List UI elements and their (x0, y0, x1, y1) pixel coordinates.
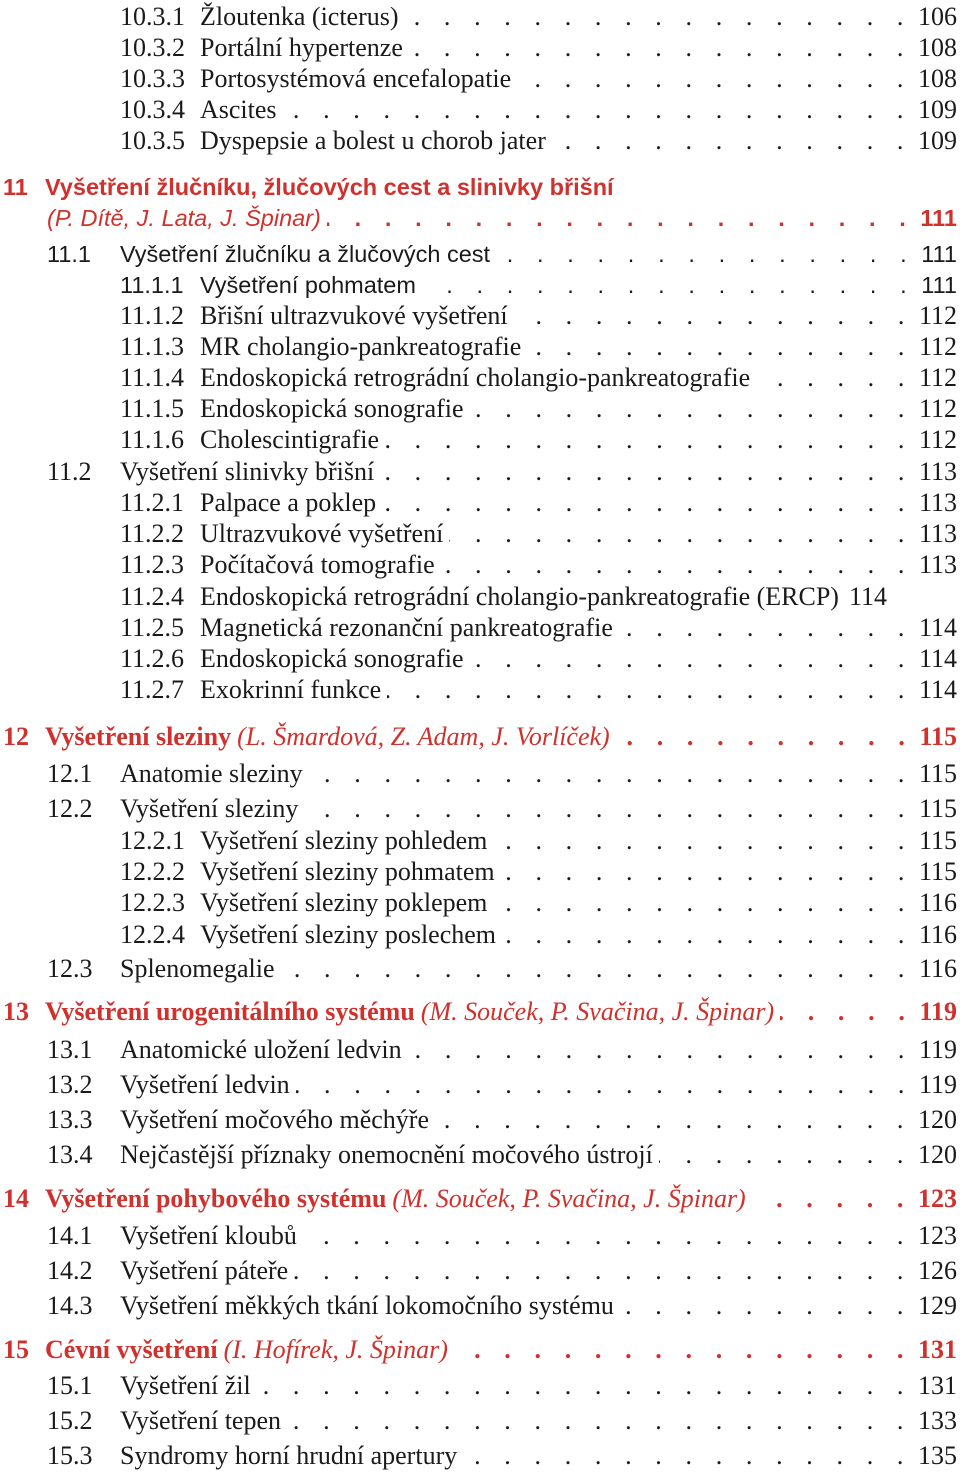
toc-entry[interactable] (120, 488, 957, 518)
entry-page: 115 (918, 857, 957, 886)
dot-leader (281, 954, 913, 984)
entry-page: 119 (918, 1035, 957, 1064)
dot-leader (501, 857, 913, 887)
entry-number: 12.3 (47, 954, 93, 983)
entry-page: 115 (918, 794, 957, 823)
entry-page: 114 (848, 582, 888, 611)
chapter-title: Vyšetření žlučníku, žlučových cest a slinivky břišní (45, 174, 614, 200)
dot-leader (408, 1035, 913, 1065)
entry-title: Dyspepsie a bolest u chorob jater (200, 126, 546, 155)
dot-leader (409, 33, 912, 63)
toc-entry[interactable] (120, 550, 957, 580)
toc-entry[interactable] (47, 759, 957, 789)
entry-title: Vyšetření sleziny poslechem (200, 920, 497, 949)
entry-title: Vyšetření žil (120, 1371, 251, 1400)
entry-title: Exokrinní funkce (200, 675, 382, 704)
toc-entry[interactable] (120, 394, 957, 424)
entry-title: Endoskopická sonografie (200, 644, 464, 673)
toc-entry[interactable] (120, 613, 957, 643)
chapter-page: 131 (918, 1335, 957, 1364)
dot-leader (454, 1335, 912, 1365)
entry-title: Břišní ultrazvukové vyšetření (200, 301, 508, 330)
entry-title: Žloutenka (icterus) (200, 2, 399, 31)
entry-page: 115 (918, 826, 957, 855)
entry-title: Ultrazvukové vyšetření (200, 519, 444, 548)
chapter-title: Vyšetření urogenitálního systému (45, 997, 415, 1026)
entry-number: 13.3 (47, 1105, 93, 1134)
entry-page: 113 (918, 488, 957, 517)
dot-leader (527, 332, 913, 362)
entry-number: 13.1 (47, 1035, 93, 1064)
entry-title: Vyšetření slinivky břišní (120, 457, 375, 486)
entry-title: Vyšetření kloubů (120, 1221, 297, 1250)
chapter-title: Vyšetření sleziny (45, 722, 232, 751)
entry-number: 12.2.3 (120, 888, 185, 917)
dot-leader (405, 2, 912, 32)
entry-number: 11.1.6 (120, 425, 185, 454)
entry-title: Vyšetření měkkých tkání lokomočního systému (120, 1291, 614, 1320)
entry-title: Anatomie sleziny (120, 759, 303, 788)
dot-leader (752, 1184, 912, 1214)
entry-page: 120 (918, 1140, 957, 1169)
toc-entry[interactable] (120, 888, 957, 918)
dot-leader (502, 920, 913, 950)
chapter-number: 15 (3, 1335, 29, 1364)
dot-leader (283, 95, 912, 125)
entry-title: Vyšetření ledvin (120, 1070, 290, 1099)
chapter-title: Cévní vyšetření (45, 1335, 218, 1364)
dot-leader (422, 270, 915, 300)
toc-entry[interactable] (120, 425, 957, 455)
entry-page: 114 (918, 675, 957, 704)
entry-page: 123 (918, 1221, 957, 1250)
dot-leader (327, 203, 915, 233)
toc-entry[interactable] (47, 457, 957, 487)
toc-entry[interactable] (120, 64, 957, 94)
toc-entry[interactable] (120, 270, 957, 300)
entry-number: 11.2.1 (120, 488, 185, 517)
entry-title: Nejčastější příznaky onemocnění močového ústrojí (120, 1140, 653, 1169)
entry-title: Endoskopická retrográdní cholangio-pankreatografie (ERCP) (200, 582, 839, 611)
dot-leader (309, 759, 913, 789)
entry-page: 109 (918, 126, 957, 155)
toc-entry[interactable] (120, 2, 957, 32)
entry-title: Magnetická rezonanční pankreatografie (200, 613, 613, 642)
entry-title: Cholescintigrafie (200, 425, 380, 454)
entry-page: 114 (918, 613, 957, 642)
dot-leader (385, 425, 913, 455)
dot-leader (619, 613, 913, 643)
chapter-authors: (P. Dítě, J. Lata, J. Špinar) (47, 205, 321, 231)
toc-entry[interactable] (47, 794, 957, 824)
entry-page: 116 (918, 954, 957, 983)
chapter-page: 123 (918, 1184, 957, 1213)
entry-page: 116 (918, 920, 957, 949)
entry-page: 113 (918, 519, 957, 548)
dot-leader (493, 888, 913, 918)
entry-page: 111 (921, 272, 957, 298)
entry-title: Vyšetření žlučníku a žlučových cest (120, 241, 491, 267)
entry-number: 11.2 (47, 457, 92, 486)
entry-number: 11.2.7 (120, 675, 185, 704)
entry-title: Vyšetření sleziny poklepem (200, 888, 488, 917)
chapter-authors: (M. Souček, P. Svačina, J. Špinar) (392, 1184, 746, 1213)
entry-title: MR cholangio-pankreatografie (200, 332, 522, 361)
dot-leader (387, 675, 913, 705)
entry-number: 12.1 (47, 759, 93, 788)
chapter-authors: (I. Hofírek, J. Špinar) (223, 1335, 448, 1364)
entry-page: 116 (918, 888, 957, 917)
dot-leader (449, 519, 913, 549)
entry-page: 108 (918, 33, 957, 62)
dot-leader (296, 1070, 913, 1100)
chapter-heading[interactable] (3, 1335, 957, 1365)
dot-leader (470, 644, 913, 674)
entry-number: 12.2.2 (120, 857, 185, 886)
entry-title: Endoskopická sonografie (200, 394, 464, 423)
toc-entry[interactable] (47, 239, 957, 269)
toc-entry[interactable] (47, 1441, 957, 1471)
entry-page: 120 (918, 1105, 957, 1134)
entry-page: 113 (918, 550, 957, 579)
chapter-number: 14 (3, 1184, 29, 1213)
entry-number: 13.4 (47, 1140, 93, 1169)
entry-number: 11.2.4 (120, 582, 185, 611)
entry-page: 112 (918, 332, 957, 361)
entry-number: 14.1 (47, 1221, 93, 1250)
entry-page: 114 (918, 644, 957, 673)
entry-number: 10.3.1 (120, 2, 185, 31)
toc-entry[interactable] (47, 1221, 957, 1251)
chapter-authors: (M. Souček, P. Svačina, J. Špinar) (420, 997, 775, 1026)
entry-page: 131 (918, 1371, 957, 1400)
entry-number: 11.2.5 (120, 613, 185, 642)
entry-number: 11.1.1 (120, 272, 184, 298)
entry-page: 115 (918, 759, 957, 788)
entry-title: Vyšetření sleziny (120, 794, 299, 823)
chapter-heading[interactable] (3, 172, 614, 202)
toc-entry[interactable] (120, 126, 957, 156)
dot-leader (620, 1291, 912, 1321)
dot-leader (382, 488, 913, 518)
dot-leader (257, 1371, 912, 1401)
toc-entry[interactable] (47, 1256, 957, 1286)
toc-entry[interactable] (120, 644, 957, 674)
dot-leader (780, 997, 913, 1027)
toc-entry[interactable] (47, 1035, 957, 1065)
toc-entry[interactable] (120, 332, 957, 362)
entry-page: 129 (918, 1291, 957, 1320)
entry-page: 126 (918, 1256, 957, 1285)
toc-entry[interactable] (47, 1105, 957, 1135)
chapter-heading[interactable] (3, 722, 957, 752)
dot-leader (463, 1441, 912, 1471)
entry-page: 112 (918, 425, 957, 454)
chapter-page: 111 (920, 205, 957, 231)
dot-leader (470, 394, 913, 424)
dot-leader (441, 550, 913, 580)
dot-leader (517, 64, 912, 94)
entry-title: Anatomické uložení ledvin (120, 1035, 402, 1064)
entry-title: Portální hypertenze (200, 33, 403, 62)
entry-title: Portosystémová encefalopatie (200, 64, 512, 93)
entry-title: Počítačová tomografie (200, 550, 435, 579)
chapter-number: 13 (3, 997, 29, 1026)
entry-page: 111 (921, 241, 957, 267)
entry-number: 10.3.3 (120, 64, 185, 93)
entry-number: 11.1.4 (120, 363, 185, 392)
entry-number: 10.3.2 (120, 33, 185, 62)
chapter-heading[interactable] (3, 1184, 957, 1214)
chapter-number: 11 (3, 174, 28, 200)
entry-page: 113 (918, 457, 957, 486)
chapter-page: 115 (919, 722, 957, 751)
chapter-heading[interactable] (3, 997, 957, 1027)
dot-leader (496, 239, 915, 269)
entry-title: Endoskopická retrográdní cholangio-pankreatografie (200, 363, 751, 392)
toc-entry[interactable] (120, 582, 957, 612)
chapter-number: 12 (3, 722, 29, 751)
toc-entry[interactable] (120, 826, 957, 856)
toc-entry[interactable] (47, 1140, 957, 1170)
entry-title: Vyšetření pohmatem (200, 272, 416, 298)
entry-number: 12.2 (47, 794, 93, 823)
chapter-authors: (L. Šmardová, Z. Adam, J. Vorlíček) (237, 722, 610, 751)
toc-entry[interactable] (47, 954, 957, 984)
entry-title: Vyšetření močového měchýře (120, 1105, 430, 1134)
entry-page: 112 (918, 394, 957, 423)
entry-number: 11.1.5 (120, 394, 185, 423)
entry-number: 13.2 (47, 1070, 93, 1099)
entry-page: 133 (918, 1406, 957, 1435)
entry-page: 108 (918, 64, 957, 93)
dot-leader (616, 722, 914, 752)
entry-title: Vyšetření sleziny pohmatem (200, 857, 495, 886)
dot-leader (659, 1140, 912, 1170)
entry-number: 14.2 (47, 1256, 93, 1285)
entry-page: 112 (918, 363, 957, 392)
entry-number: 11.2.6 (120, 644, 185, 673)
dot-leader (287, 1406, 912, 1436)
entry-number: 15.2 (47, 1406, 93, 1435)
entry-number: 11.1.2 (120, 301, 185, 330)
dot-leader (380, 457, 913, 487)
entry-number: 11.1.3 (120, 332, 185, 361)
dot-leader (493, 826, 913, 856)
entry-number: 10.3.5 (120, 126, 185, 155)
entry-number: 15.1 (47, 1371, 93, 1400)
entry-page: 135 (918, 1441, 957, 1470)
dot-leader (552, 126, 912, 156)
toc-entry[interactable] (47, 1406, 957, 1436)
toc-entry[interactable] (120, 920, 957, 950)
entry-number: 14.3 (47, 1291, 93, 1320)
toc-entry[interactable] (120, 33, 957, 63)
entry-number: 10.3.4 (120, 95, 185, 124)
toc-entry[interactable] (47, 1371, 957, 1401)
chapter-page: 119 (919, 997, 957, 1026)
entry-number: 11.1 (47, 241, 91, 267)
entry-title: Syndromy horní hrudní apertury (120, 1441, 458, 1470)
toc-entry[interactable] (47, 1291, 957, 1321)
entry-page: 112 (918, 301, 957, 330)
dot-leader (303, 1221, 912, 1251)
entry-number: 12.2.4 (120, 920, 185, 949)
toc-entry[interactable] (120, 857, 957, 887)
dot-leader (304, 794, 913, 824)
entry-page: 109 (918, 95, 957, 124)
entry-number: 11.2.3 (120, 550, 185, 579)
entry-title: Vyšetření páteře (120, 1256, 289, 1285)
toc-entry[interactable] (47, 1070, 957, 1100)
entry-number: 12.2.1 (120, 826, 185, 855)
toc-entry[interactable] (120, 519, 957, 549)
dot-leader (435, 1105, 912, 1135)
chapter-heading-continuation[interactable] (47, 203, 957, 233)
toc-entry[interactable] (120, 95, 957, 125)
entry-title: Palpace a poklep (200, 488, 377, 517)
chapter-title: Vyšetření pohybového systému (45, 1184, 387, 1213)
toc-entry[interactable] (120, 675, 957, 705)
entry-page: 106 (918, 2, 957, 31)
entry-title: Splenomegalie (120, 954, 275, 983)
dot-leader (514, 301, 913, 331)
dot-leader (294, 1256, 912, 1286)
entry-number: 11.2.2 (120, 519, 185, 548)
dot-leader (756, 363, 913, 393)
entry-title: Ascites (200, 95, 277, 124)
entry-title: Vyšetření tepen (120, 1406, 282, 1435)
entry-page: 119 (918, 1070, 957, 1099)
toc-entry[interactable] (120, 301, 957, 331)
toc-entry[interactable] (120, 363, 957, 393)
entry-title: Vyšetření sleziny pohledem (200, 826, 488, 855)
entry-number: 15.3 (47, 1441, 93, 1470)
